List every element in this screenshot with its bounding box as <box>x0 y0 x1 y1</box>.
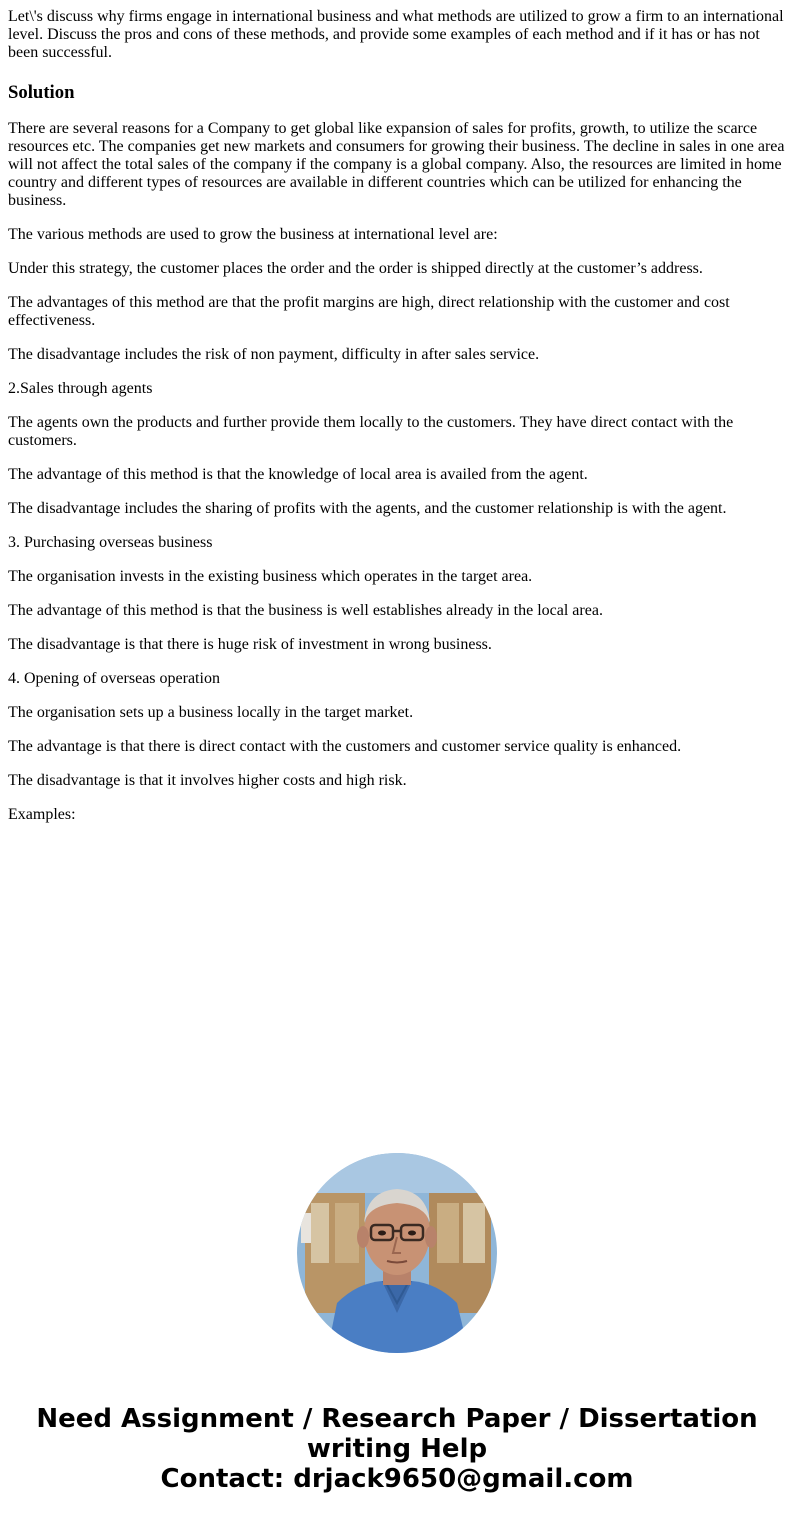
paragraph-purchasing-advantage: The advantage of this method is that the business is well establishes already in the local area. <box>8 602 603 619</box>
promo-contact: Contact: drjack9650@gmail.com <box>160 1464 634 1494</box>
paragraph-agents-advantage: The advantage of this method is that the knowledge of local area is availed from the agent. <box>8 466 588 483</box>
question-text: Let\'s discuss why firms engage in international business and what methods are utilized to grow a firm to an international level. Discuss the pros and cons of these methods, and provide some examples of each method and if it has or has not been successful. <box>8 8 784 61</box>
paragraph-opening-description: The organisation sets up a business locally in the target market. <box>8 704 414 721</box>
promo-line-2: writing Help <box>306 1434 488 1464</box>
paragraph-purchasing-heading: 3. Purchasing overseas business <box>8 534 213 551</box>
paragraph-reasons: There are several reasons for a Company to get global like expansion of sales for profits, growth, to utilize the scarce resources etc. The companies get new markets and consumers for growing their business. The decline in sales in one area will not affect the total sales of the company if the company is a global company. Also, the resources are limited in home country and different types of resources are available in different countries which can be utilized for enhancing the business. <box>8 120 785 209</box>
paragraph-methods-intro: The various methods are used to grow the business at international level are: <box>8 226 498 243</box>
paragraph-agents-heading: 2.Sales through agents <box>8 380 153 397</box>
person-photo-icon <box>297 1153 497 1353</box>
paragraph-direct-advantages: The advantages of this method are that the profit margins are high, direct relationship with the customer and cost effectiveness. <box>8 294 730 329</box>
paragraph-purchasing-description: The organisation invests in the existing business which operates in the target area. <box>8 568 533 585</box>
paragraph-purchasing-disadvantage: The disadvantage is that there is huge risk of investment in wrong business. <box>8 636 492 653</box>
paragraph-agents-disadvantage: The disadvantage includes the sharing of profits with the agents, and the customer relationship is with the agent. <box>8 500 727 517</box>
promo-banner <box>0 1404 794 1494</box>
paragraph-examples: Examples: <box>8 806 76 823</box>
paragraph-direct-strategy: Under this strategy, the customer places the order and the order is shipped directly at the customer’s address. <box>8 260 703 277</box>
paragraph-opening-heading: 4. Opening of overseas operation <box>8 670 220 687</box>
paragraph-agents-description: The agents own the products and further provide them locally to the customers. They have direct contact with the customers. <box>8 414 734 449</box>
solution-heading: Solution <box>8 82 75 103</box>
paragraph-direct-disadvantages: The disadvantage includes the risk of non payment, difficulty in after sales service. <box>8 346 540 363</box>
paragraph-opening-disadvantage: The disadvantage is that it involves higher costs and high risk. <box>8 772 407 789</box>
paragraph-opening-advantage: The advantage is that there is direct contact with the customers and customer service quality is enhanced. <box>8 738 682 755</box>
avatar <box>297 1153 497 1353</box>
promo-line-1: Need Assignment / Research Paper / Dissertation <box>36 1404 758 1434</box>
